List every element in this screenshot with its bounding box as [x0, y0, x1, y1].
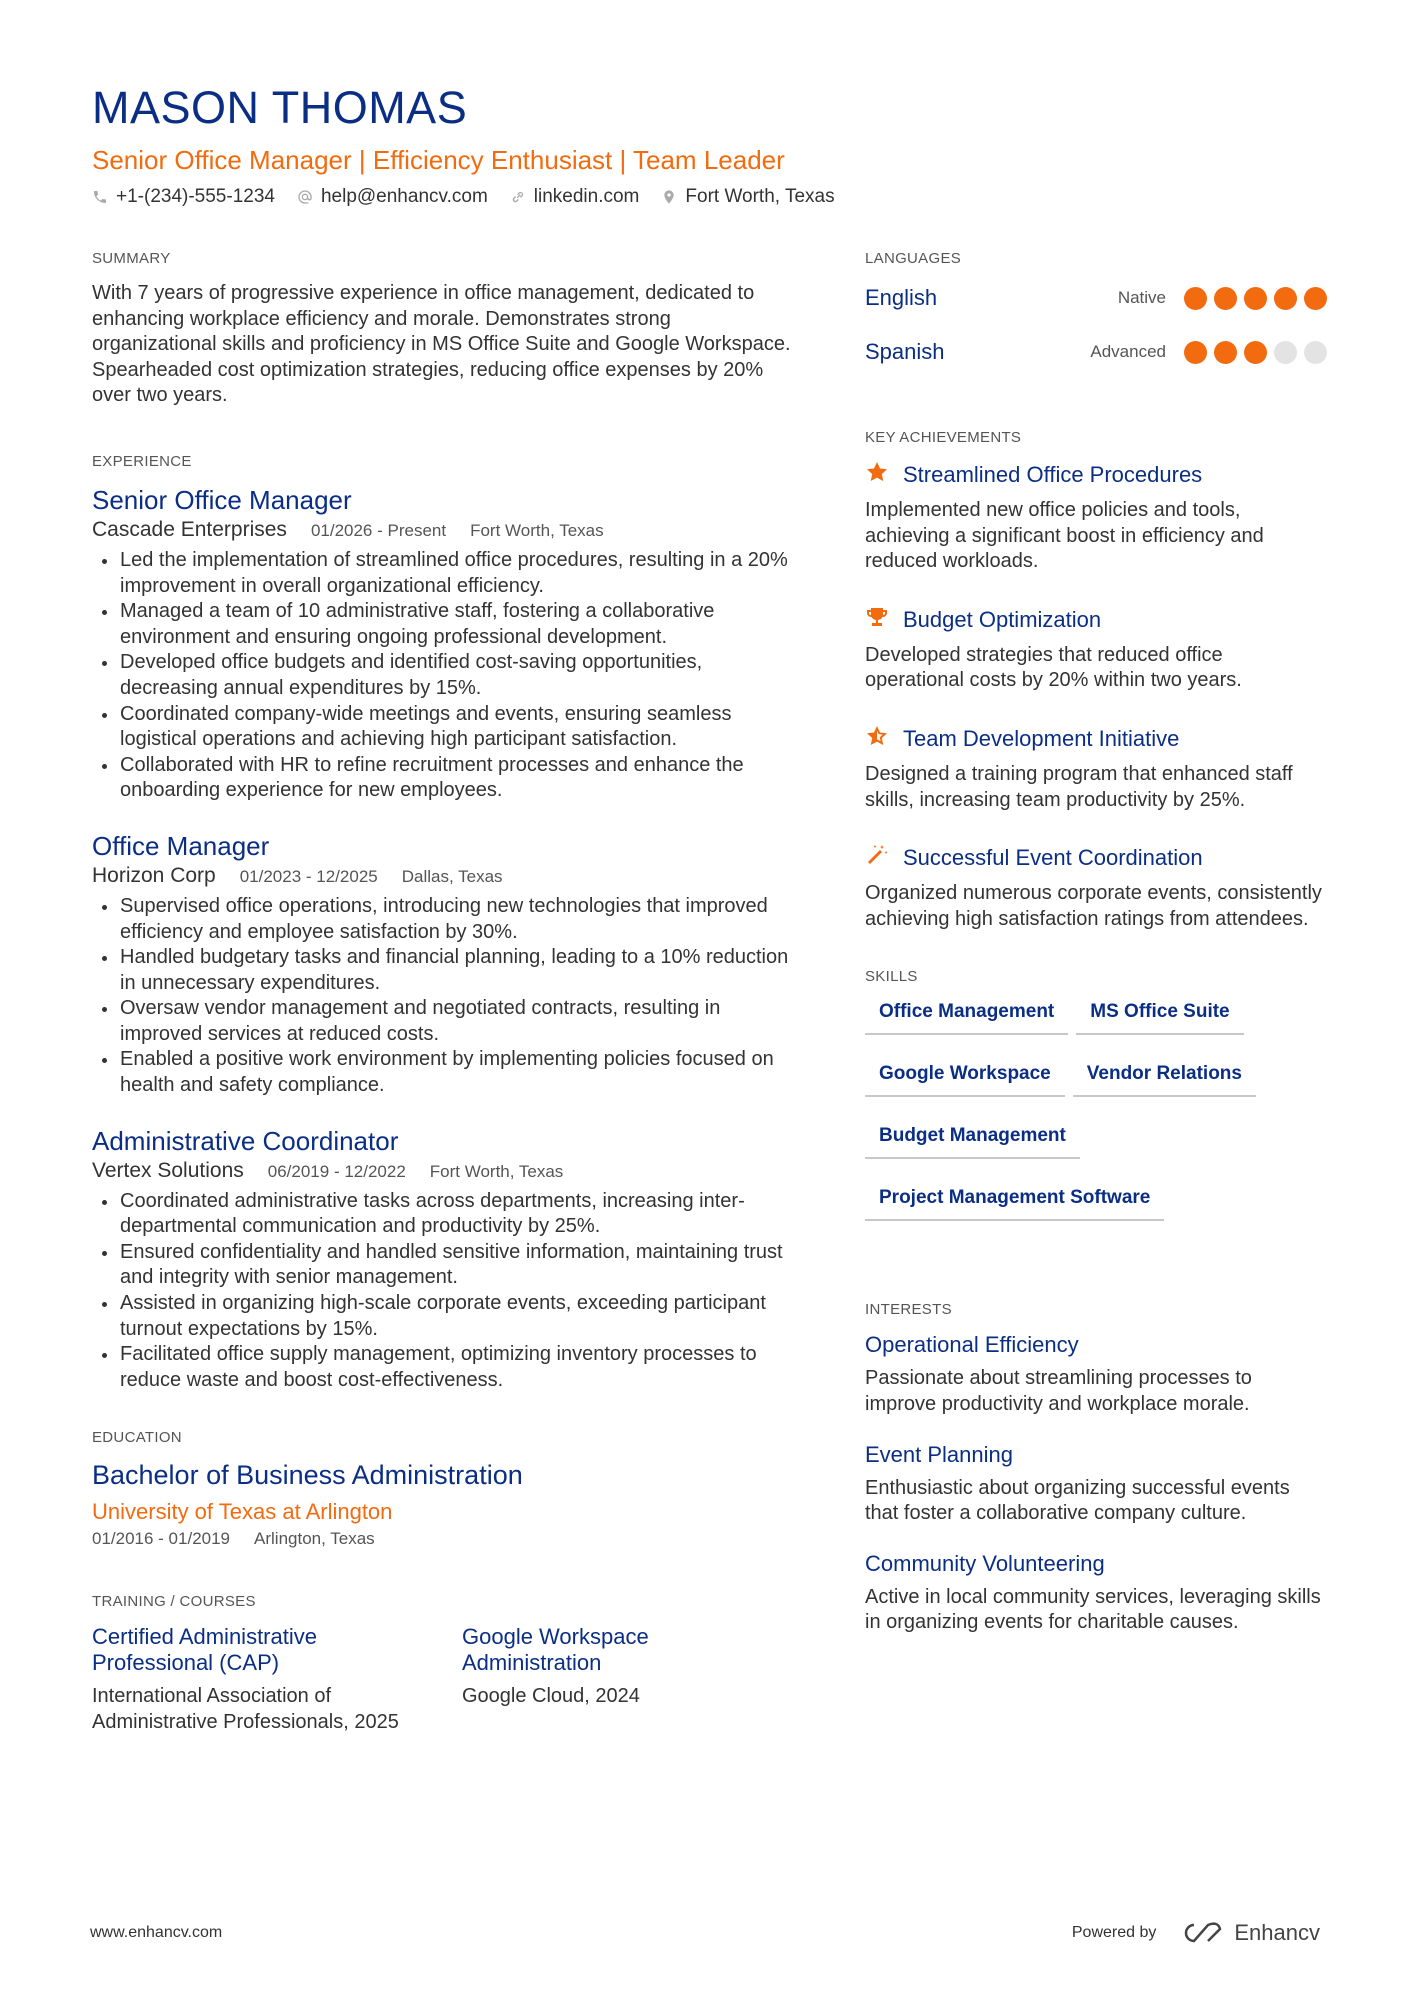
achievement-title: Streamlined Office Procedures: [903, 462, 1203, 487]
training-section: [92, 1593, 797, 1735]
interest-title: Community Volunteering: [865, 1550, 1105, 1576]
interest-text: Passionate about streamlining processes to improve productivity and workplace morale.: [865, 1367, 1252, 1415]
bullet-item: Handled budgetary tasks and financial planning, leading to a 10% reduction in unnecessary expenditures.: [92, 945, 797, 996]
left-column: [92, 250, 797, 1780]
star-icon: [865, 460, 889, 490]
course-title: Google Workspace Administration: [462, 1624, 649, 1676]
job-meta: [92, 864, 797, 888]
contact-link[interactable]: [510, 186, 640, 208]
skill-tag: Vendor Relations: [1073, 1055, 1256, 1097]
bullet-item: Coordinated administrative tasks across departments, increasing inter-departmental communication and productivity by 25%.: [92, 1189, 797, 1240]
skill-tag: MS Office Suite: [1076, 993, 1243, 1035]
language-item: [865, 325, 1327, 379]
proficiency-rating: [1184, 341, 1327, 364]
job-meta: [92, 1159, 797, 1183]
language-level: Advanced: [1090, 342, 1166, 361]
job-title: Administrative Coordinator: [92, 1125, 399, 1156]
education-meta: [92, 1529, 797, 1549]
resume-header: [92, 82, 1332, 208]
phone-icon: [92, 189, 108, 205]
job-entry: [92, 1125, 797, 1394]
section-heading: EXPERIENCE: [92, 452, 192, 470]
job-location: Fort Worth, Texas: [470, 520, 604, 540]
rating-dot: [1244, 341, 1267, 364]
achievement-header: [865, 724, 1327, 754]
job-dates: 06/2019 - 12/2022: [267, 1161, 406, 1181]
languages-section: [865, 250, 1327, 379]
achievement-item: [865, 605, 1327, 694]
summary-section: [92, 250, 797, 409]
skill-tag: Budget Management: [865, 1117, 1080, 1159]
education-dates: 01/2016 - 01/2019: [92, 1529, 231, 1549]
achievement-text: Designed a training program that enhanced staff skills, increasing team productivity by 25%.: [865, 762, 1293, 811]
bullet-item: Ensured confidentiality and handled sensitive information, maintaining trust and integrity with senior management.: [92, 1240, 797, 1291]
section-heading: SUMMARY: [92, 250, 171, 267]
course-item: [462, 1624, 792, 1735]
rating-dot: [1214, 341, 1237, 364]
interest-item: [865, 1442, 1327, 1527]
degree: Bachelor of Business Administration: [92, 1460, 523, 1491]
enhancv-logo[interactable]: [1178, 1920, 1320, 1946]
bullet-item: Assisted in organizing high-scale corporate events, exceeding participant turnout expectations by 15%.: [92, 1291, 797, 1342]
job-meta: [92, 518, 797, 542]
language-name: Spanish: [865, 339, 945, 364]
proficiency-rating: [1184, 287, 1327, 310]
achievement-title: Team Development Initiative: [903, 725, 1180, 751]
powered-by-label: Powered by: [1071, 1924, 1157, 1941]
achievement-item: [865, 460, 1327, 575]
section-heading: SKILLS: [865, 968, 918, 986]
trophy-icon: [865, 605, 889, 635]
interest-item: [865, 1332, 1327, 1417]
link-text: linkedin.com: [533, 186, 640, 207]
language-level: Native: [1117, 288, 1166, 307]
achievements-section: [865, 429, 1327, 932]
location-text: Fort Worth, Texas: [685, 186, 835, 207]
rating-dot: [1304, 341, 1327, 364]
magic-wand-icon: [865, 843, 889, 873]
achievement-header: [865, 460, 1327, 490]
achievement-item: [865, 843, 1327, 932]
job-entry: [92, 484, 797, 804]
course-detail: International Association of Administrative Professionals, 2025: [92, 1685, 399, 1733]
bullet-item: Developed office budgets and identified cost-saving opportunities, decreasing annual expenditures by 15%.: [92, 650, 797, 701]
language-item: [865, 271, 1327, 325]
bullet-item: Led the implementation of streamlined office procedures, resulting in a 20% improvement in overall organizational efficiency.: [92, 548, 797, 599]
rating-dot: [1184, 341, 1207, 364]
company-name: Cascade Enterprises: [92, 517, 287, 541]
link-icon: [510, 189, 526, 205]
section-heading: TRAINING / COURSES: [92, 1593, 256, 1611]
job-location: Dallas, Texas: [401, 866, 503, 886]
skills-section: [865, 968, 1327, 1241]
location-pin-icon: [661, 189, 677, 205]
achievement-title: Successful Event Coordination: [903, 845, 1203, 871]
enhancv-logo-icon: [1178, 1921, 1224, 1945]
bullet-item: Managed a team of 10 administrative staff, fostering a collaborative environment and ensuring ongoing professional development.: [92, 599, 797, 650]
skill-tag: Google Workspace: [865, 1055, 1065, 1097]
job-dates: 01/2026 - Present: [310, 520, 447, 540]
bullet-item: Facilitated office supply management, optimizing inventory processes to reduce waste and boost cost-effectiveness.: [92, 1342, 797, 1393]
job-title: Office Manager: [92, 830, 270, 861]
achievement-title: Budget Optimization: [903, 606, 1102, 632]
candidate-name: MASON THOMAS: [92, 82, 468, 133]
job-location: Fort Worth, Texas: [429, 1161, 564, 1181]
interest-title: Operational Efficiency: [865, 1332, 1079, 1358]
contact-info: [92, 186, 1332, 208]
course-detail: Google Cloud, 2024: [462, 1685, 640, 1708]
contact-email[interactable]: [297, 186, 488, 208]
contact-phone: [92, 186, 275, 208]
star-outline-icon: [865, 724, 889, 754]
at-icon: [297, 189, 313, 205]
summary-text: With 7 years of progressive experience in office management, dedicated to enhancing workplace efficiency and morale. Demonstrates strong organizational skills and proficiency in MS Office Suite and Google Workspace. Spearheaded cost optimization strategies, reducing office expenses by 20% over two years.: [92, 282, 791, 407]
bullet-item: Supervised office operations, introducing new technologies that improved efficiency and employee satisfaction by 30%.: [92, 894, 797, 945]
footer-website[interactable]: www.enhancv.com: [90, 1924, 223, 1941]
contact-location: [661, 186, 834, 208]
rating-dot: [1274, 341, 1297, 364]
phone-text: +1-(234)-555-1234: [116, 186, 275, 207]
rating-dot: [1304, 287, 1327, 310]
achievement-header: [865, 605, 1327, 635]
school: University of Texas at Arlington: [92, 1499, 393, 1525]
company-name: Horizon Corp: [92, 863, 216, 887]
language-name: English: [865, 285, 938, 310]
right-column: [865, 250, 1327, 1680]
rating-dot: [1274, 287, 1297, 310]
achievement-text: Developed strategies that reduced office operational costs by 20% within two years.: [865, 643, 1242, 692]
interest-text: Enthusiastic about organizing successful events that foster a collaborative company culture.: [865, 1476, 1290, 1525]
job-dates: 01/2023 - 12/2025: [239, 866, 378, 886]
bullet-item: Oversaw vendor management and negotiated contracts, resulting in improved services at reduced costs.: [92, 996, 797, 1047]
job-entry: [92, 830, 797, 1099]
interest-item: [865, 1551, 1327, 1636]
bullet-item: Coordinated company-wide meetings and events, ensuring seamless logistical operations and achieving high participant satisfaction.: [92, 702, 797, 753]
rating-dot: [1214, 287, 1237, 310]
section-heading: KEY ACHIEVEMENTS: [865, 429, 1022, 446]
company-name: Vertex Solutions: [92, 1158, 244, 1182]
job-bullets: [92, 1189, 797, 1394]
experience-section: [92, 453, 797, 1393]
skill-tag: Office Management: [865, 993, 1068, 1035]
course-title: Certified Administrative Professional (CAP): [92, 1624, 317, 1676]
bullet-item: Collaborated with HR to refine recruitment processes and enhance the onboarding experience for new employees.: [92, 753, 797, 804]
footer: [90, 1920, 1320, 1946]
achievement-text: Implemented new office policies and tools, achieving a significant boost in efficiency and reduced workloads.: [865, 499, 1264, 573]
rating-dot: [1244, 287, 1267, 310]
section-heading: INTERESTS: [865, 1301, 952, 1319]
interest-text: Active in local community services, leveraging skills in organizing events for charitable causes.: [865, 1585, 1321, 1634]
section-heading: LANGUAGES: [865, 250, 962, 267]
achievement-text: Organized numerous corporate events, consistently achieving high satisfaction ratings from attendees.: [865, 882, 1322, 930]
job-title: Senior Office Manager: [92, 484, 352, 515]
rating-dot: [1184, 287, 1207, 310]
powered-by: [1072, 1920, 1320, 1946]
brand-name: Enhancv: [1234, 1920, 1320, 1945]
course-item: [92, 1624, 422, 1735]
job-bullets: [92, 894, 797, 1099]
candidate-tagline: Senior Office Manager | Efficiency Enthusiast | Team Leader: [92, 145, 785, 175]
skill-tag: Project Management Software: [865, 1179, 1164, 1221]
job-bullets: [92, 548, 797, 804]
education-location: Arlington, Texas: [254, 1529, 375, 1549]
bullet-item: Enabled a positive work environment by implementing policies focused on health and safety compliance.: [92, 1047, 797, 1098]
section-heading: EDUCATION: [92, 1429, 182, 1447]
achievement-header: [865, 843, 1327, 873]
interest-title: Event Planning: [865, 1441, 1013, 1467]
interests-section: [865, 1301, 1327, 1636]
achievement-item: [865, 724, 1327, 813]
email-text: help@enhancv.com: [320, 186, 488, 207]
education-section: [92, 1429, 797, 1549]
